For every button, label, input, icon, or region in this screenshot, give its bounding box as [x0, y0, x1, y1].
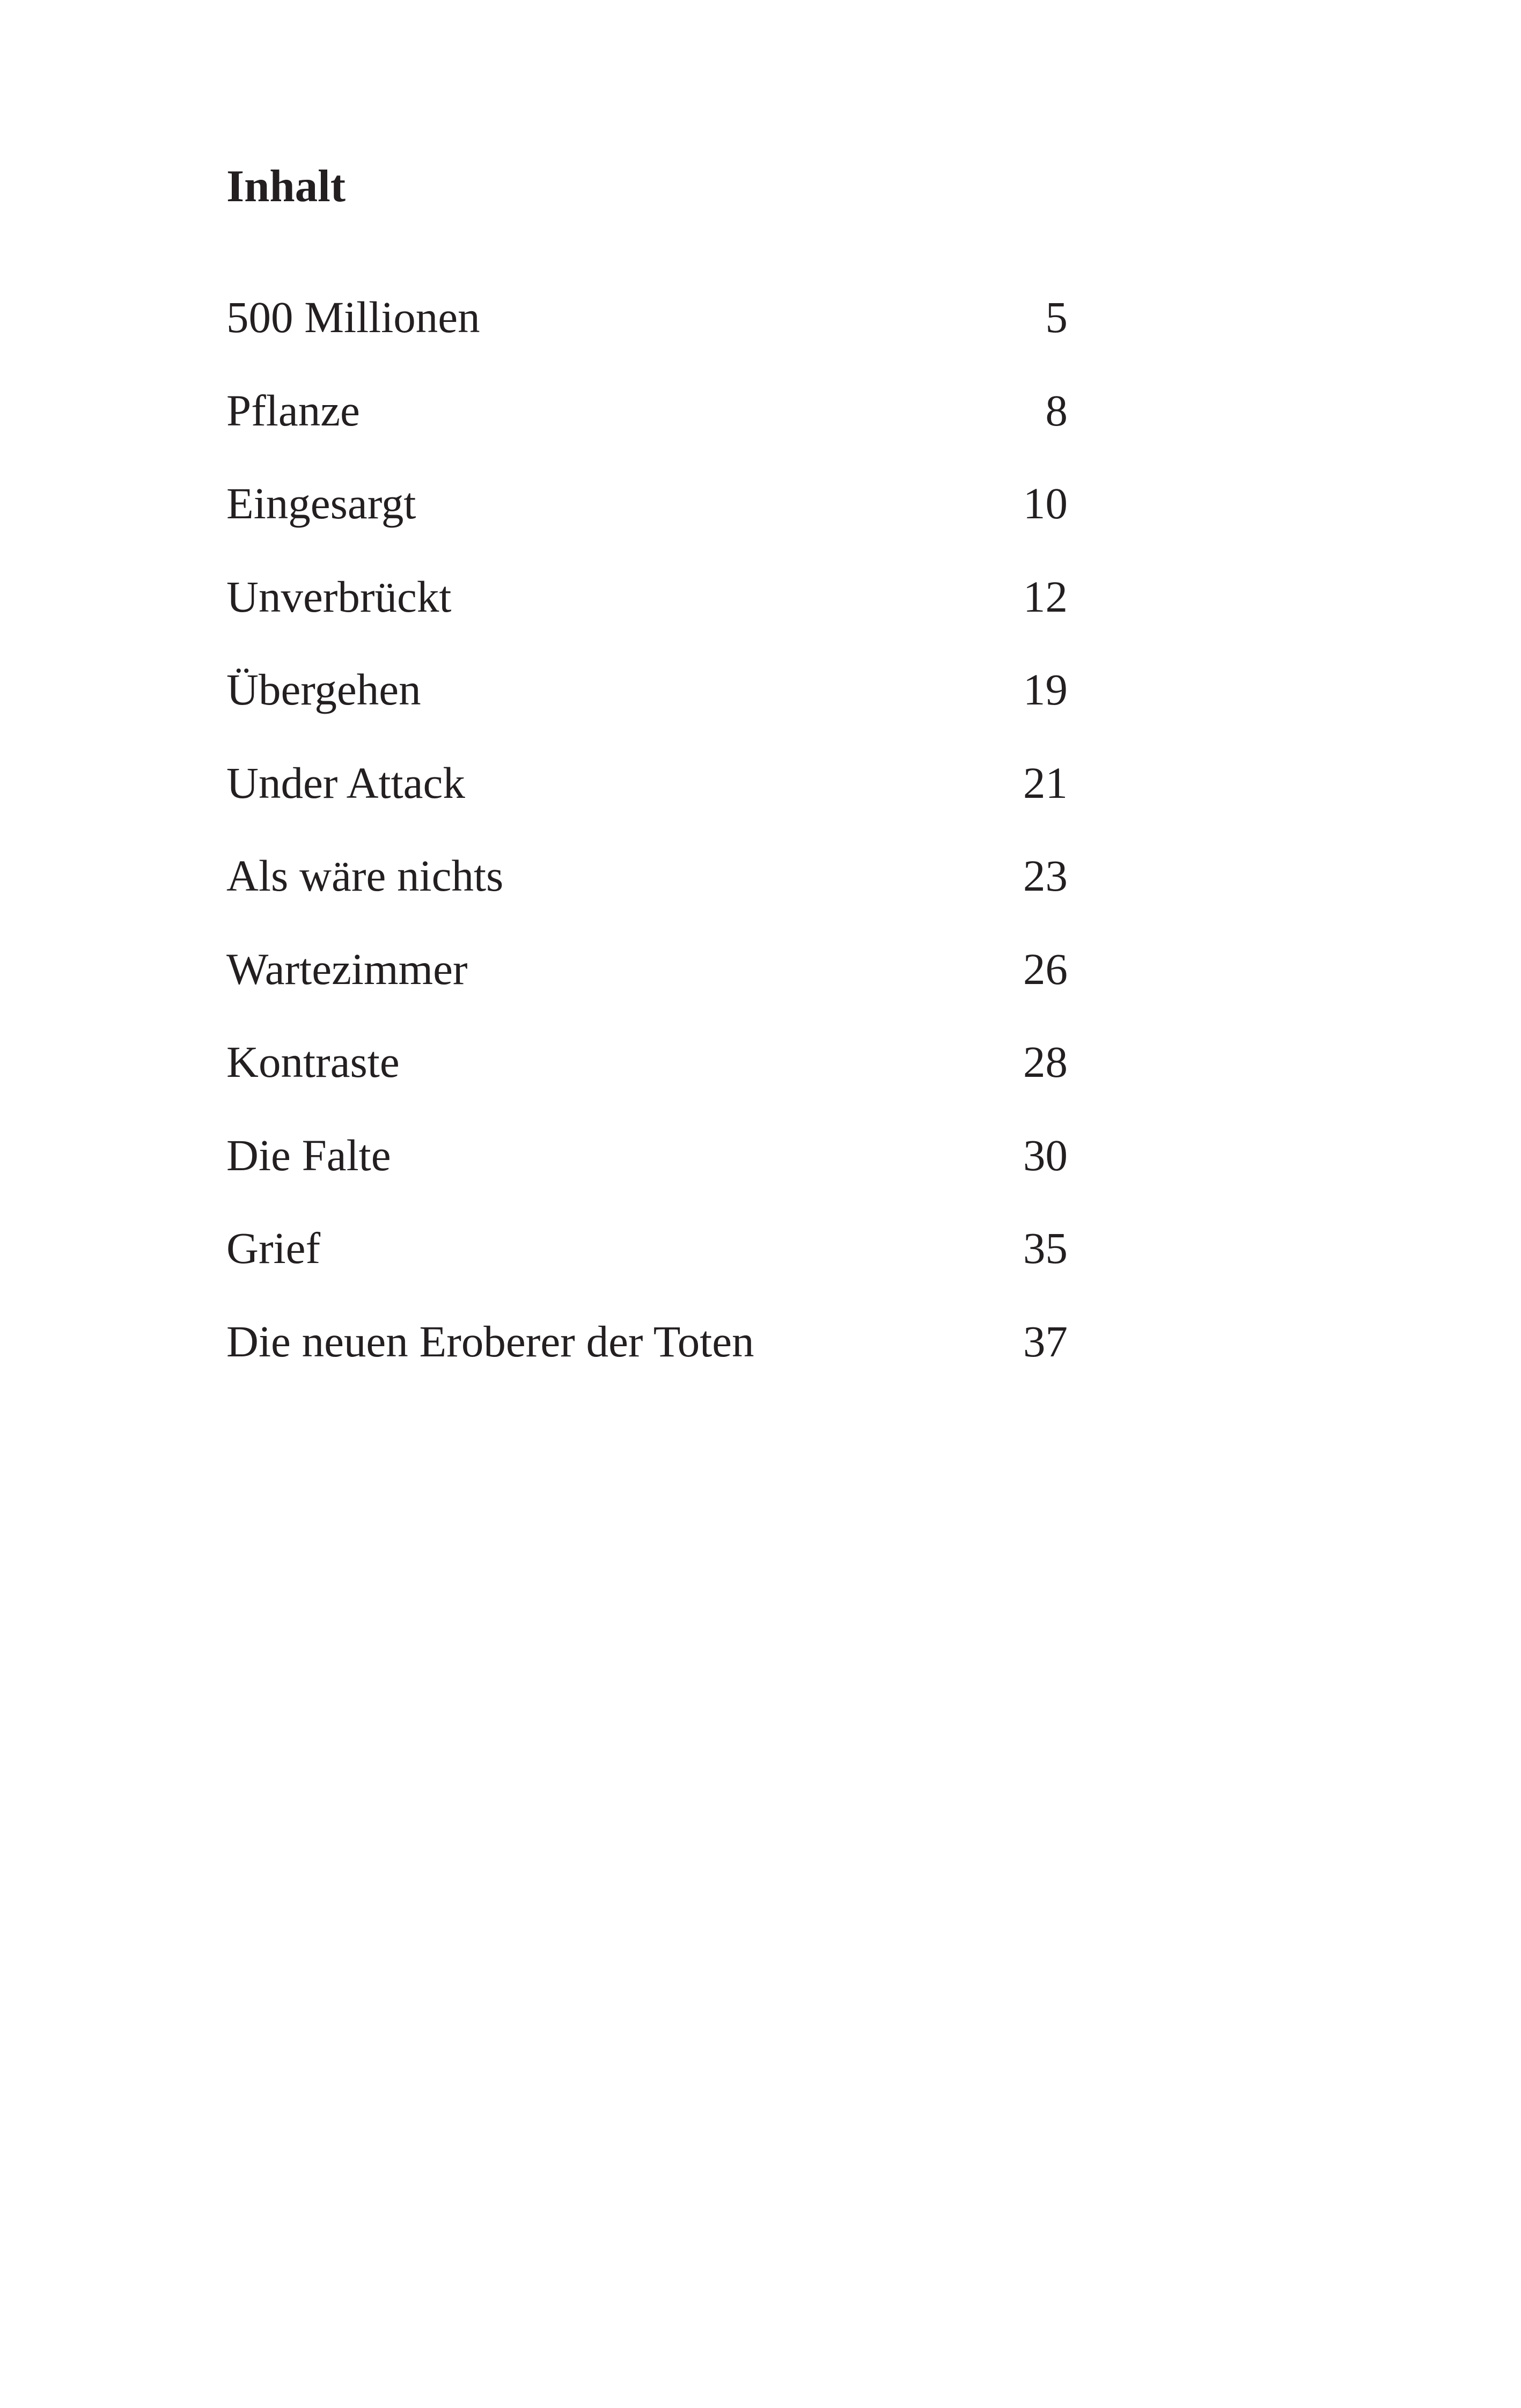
- toc-entry-title: 500 Millionen: [226, 292, 480, 342]
- toc-entry-page-number: 10: [1023, 479, 1068, 528]
- toc-entry-page-number: 5: [1045, 292, 1068, 342]
- toc-entry-title: Wartezimmer: [226, 944, 468, 994]
- toc-entry-page-number: 8: [1045, 385, 1068, 435]
- toc-heading: Inhalt: [226, 161, 346, 211]
- toc-entry-title: Unverbrückt: [226, 571, 452, 621]
- toc-entry-page-number: 35: [1023, 1223, 1068, 1273]
- toc-entry-title: Übergehen: [226, 665, 421, 714]
- toc-entry-title: Kontraste: [226, 1037, 400, 1086]
- toc-entry[interactable]: [226, 1130, 1068, 1227]
- toc-entry-title: Eingesargt: [226, 479, 416, 528]
- toc-entry[interactable]: [226, 385, 1068, 482]
- toc-entry[interactable]: [226, 667, 1068, 761]
- table-of-contents: [226, 292, 1068, 1412]
- toc-entry-page-number: 30: [1023, 1130, 1068, 1180]
- toc-entry-title: Als wäre nichts: [226, 851, 504, 900]
- toc-entry[interactable]: [226, 292, 1068, 388]
- toc-entry-title: Die neuen Eroberer der Toten: [226, 1316, 754, 1366]
- toc-entry[interactable]: [226, 944, 1068, 1040]
- toc-entry-page-number: 23: [1023, 851, 1068, 900]
- toc-entry-page-number: 19: [1023, 665, 1068, 714]
- toc-entry[interactable]: [226, 1223, 1068, 1319]
- toc-entry-title: Pflanze: [226, 385, 360, 435]
- toc-entry[interactable]: [226, 481, 1068, 575]
- toc-entry-title: Grief: [226, 1223, 321, 1273]
- toc-entry-page-number: 12: [1023, 571, 1068, 621]
- toc-entry-page-number: 21: [1023, 758, 1068, 807]
- toc-entry[interactable]: [226, 571, 1068, 668]
- toc-entry-title: Under Attack: [226, 758, 465, 807]
- toc-entry-page-number: 28: [1023, 1037, 1068, 1086]
- toc-entry-title: Die Falte: [226, 1130, 391, 1180]
- toc-entry[interactable]: [226, 1037, 1068, 1133]
- toc-entry[interactable]: [226, 758, 1068, 854]
- toc-entry[interactable]: [226, 851, 1068, 947]
- toc-entry[interactable]: [226, 1316, 1068, 1413]
- toc-entry-page-number: 26: [1023, 944, 1068, 994]
- toc-entry-page-number: 37: [1023, 1316, 1068, 1366]
